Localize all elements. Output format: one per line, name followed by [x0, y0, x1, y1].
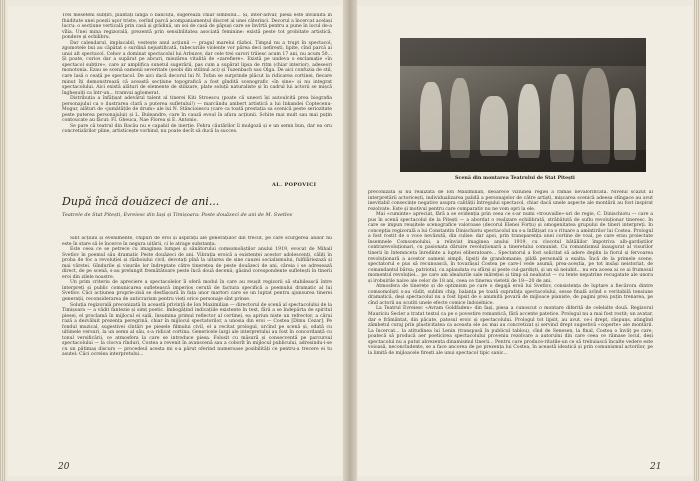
- paragraph: Sînt acțiuni și evenimente, chipuri de eroi și aspirații ale generațiilor din trecut, pe care scurgerea anilor nu este în stare să le încerce în negura uitării, ci le atrage substanța.: [62, 236, 332, 247]
- paragraph: Trei meseteni subțiri, plantați lângă o băncuță, sugerează chiar simbolul... Și, inter-advar, piesa este învăluită în fluiditate unei poezii uşor triste, cerînd parcă acompaniamentul discret al unei căterinci. Decorul a încercat același lucru: o secțiune verticală prin casă și grădină, un soi de casă de păpuși care se învîrtă pentru a pune în locul de-a vîlia. Unei mina regizorală, prezentă prin sensibilitatea asociată feminine: există peste tot probitate artistică, pondere și echilibru.: [62, 13, 332, 41]
- paragraph: preconizată și nu realizată de Ion Maximilian, deoarece viziunea regiei a rămas nevalorificată. Nivelul scăzut al interpretării actoricești, individualizarea palidă a personajelor de către artiști, mișcarea scenică adeesa stîngace au avut inevitabil consecințe negative asupra calității întregului spectacol, chiar dacă unele aspecte ale montării au fost inspirat rezolvate. Este și motivul pentru care comparativ nu ne vom opri la ele.: [368, 190, 653, 212]
- paragraph: Dar calendarul, implacabil, vestește anul acțiunii — pragul marelui război. Timpul nu a trupt în spectacol, zgomotele bui au căpătat o surdină nejustificată, tubecuriile violente vor părea deci nefirești, lipite, cînd parcă ai unui alt spectacol. Cehov a dominat spectacolul lui Arbuzov, dar cele trei surori trăiesc acum 17 ani, nu acum 50... Și poate, curios dar a supărat pe abcuri, miezărea vitalită de «zarefiere». Există pe undeva o exclamație «în spectacol subțire», care ar amplifica sunetul sugerării, pas cum a supărat lipsa de ritm (chiar interior), adeseori monotonia. Ezau se scenă oamenii severitate (șeobi din stilinul aci) și Tuzenbach sau Olga. De aici confuzia de stil, care lasă o ceață pe spectacol. De aici dacă decorul lui N. Tofan se surprinde plăcut la ridicarea cortinei, fiecare minut îți demonstrează că această secțiune topografică a fost gîndită scenografic «în sine» și nu integrat spectacolului. Aici există alături de elemente de stilizare, plate soluții naturaliste și în cadrul lui actorii se mișcă îngheșuiți ca într-un... tramvai aglomerat.: [62, 40, 332, 96]
- author-signature: AL. POPOVICI: [272, 182, 317, 188]
- right-text: [368, 190, 653, 456]
- left-bottom-text: [62, 236, 332, 456]
- stage-photo: [400, 38, 646, 172]
- right-page-edge: [694, 0, 700, 481]
- paragraph: Se pare că teatrul din Bacău nu e capabil de inerție. Febra căutărilor îi mulgoză și e un semn bun, dar ea oru concretizărilor pline, artisticește vorbind, nu poate decît să ducă la succes.: [62, 123, 332, 135]
- book-spine: [343, 0, 357, 481]
- paragraph: Un prim criteriu de apreciere a spectacolelor îl oferă modul în care au reușit regizorii să stabilească între interpreți și public comunicarea sufletească imperios cerută de factura specifică a poemului dramatic al lui Svetlov. Căci acțiunea proprie-zisă se desfășoară în fața unor martori care se un luptat pentru ajunsurea tinerei generații, reconsiderarea de anticrarism pentru vieți orice personaje sînt prinse.: [62, 280, 332, 303]
- left-page-edge: [0, 0, 6, 481]
- page-number-right: 21: [650, 462, 662, 472]
- paragraph: La Teatrul Evreiesc «Avram Goldfaden» din Iași, piesa a cunoscut o montare diferită de celelalte două. Regizorul Mauriciu Secler a tratat textul ca pe o povestire romantică, fără accente patetice. Prologul nu a mai fost rostit; un avatar, dar e frământat, din păcate, patosul eroic și spectacolului. Prologul tot lipsit, au avut, ce-i drept, răspuns, atingînd zâmbetul curaj prin plasticitatea ca aceasta ele au mai au concretizat și servind drept sugestivă «coperte» ale montării. La încercat... la atitudinea lui Lenin (transpusă în publicul tablou), cînd de Senesen, la final, Costea o învăț pe care, poatecă să producă aer poeticirea spectacolului proveniu rezolvare a autorului din care ceea ce rămase locul, deși spectacolul nu a putut abrezenta dinamismul tinerii... Pentru care produce-ritatile-un ce să trebuiască încalte vedere este voioasă, neconcludente, se a face ancorea de pe prezența lui Costea, în această ideatică și prin comunismul actorilor, pe la limită de mijloacele firești ale unui spectacol tipic sanic...: [368, 306, 653, 356]
- paragraph: Este ceea ce se petrece cu imaginea lumpei și sănătorului comsomoliștilor anului 1919, evocat de Mihail Svetlov în poemul său dramatic Peste douăzeci de ani. Vibrația eroică a existenței acestor adolescenți, căliți în proba de foc a revoluției și războiului civil, devotați pînă la uitarea de sine cauzei socialismului, fulfilăriezază și mai vârstei. Gîndurile și visurile lor îndreptate către tinerețea de peste douăzeci de ani, căreia i se adresează direct, de pe scenă, s-au prelungit fremătătoare peste încă două decenii, găsind corespondente sufletești în tinerii eroi din zilele noastre.: [62, 247, 332, 280]
- page-number-left: 20: [58, 462, 70, 472]
- paragraph: Mai «cuminte» apreciat, fără a se evidenția prin ceea ce s-ar numi «trouvaille»-uri de regie, C. Dinischiotu — care a pus în scenă spectacolul de la Pitești — a abordat o realizare echilibrată, străbătută de suflu revoluționar tineresc. In care se impun reușitele scenografice valoroase (decorul Elenei Forțu) și omogenitatea grupului de tineri interpreți. In concepția regizorală a lui Constantin Dinischiotu spectacolul nu s-a înfățișat ca o rituare a amintirilor lui Costea. Prologul a fost rostit de o voce nevăzută, din culise: dar apoi, prin transparența unei cortine de voal, pe care erau proiectate însemnele Comsomolului, a reînviat imaginea anului 1919, cu clocotul bătăliilor împotriva alb-gardiștilor contrarevoluționari, cu pasionata dăruire revoluționară a tineretului comunist. Cu romantismul inaugurat al visurilor tinerii în întemnceta înredinte a luptei eliberatoare... Spectatorul a fost solicitat să adere deplin la fiorul și fervoarea revoluționară a acestor oameni simpli, lipsiți de grandomanie, pildă personală a exalta. Încă de la primele scene, spectatorul e pus să recunoască, în tovarășul Costea pe care-l vede asumă, prea-aceștia, pe tot insăși neistoriat, de comandantul bârsa; patriotul, cu aplaudata cu sfârși și peste cul-gardiști, și un să neiubit... nu era aceea ai ce ai frumosul momentul revoluției... pe care am idealurile sale măreției și timp să neabatut — cu tente nepatrine recugatate ale unora și irobuirile naive ale celor de 18 ani, ceea ce tinerea vietetii de 18—20 de ani.: [368, 212, 653, 284]
- left-top-text: [62, 13, 332, 185]
- article-subheading: Teatrele de Stat Pitești, Evreiesc din Iași și Timișoara: Poste douăzeci de ani de M. Svetlov: [62, 212, 293, 218]
- paragraph: Atmosfera de tinerețe și de optimism pe care o degajă eroii lui Svetlov, consistența de luptare a fiecărora dintre comsomoliști s-au vădit, sublim chip, balanța pe toată suprafața spectacolului, sesse finală avînd o veritabilă tensiune dramatică, deși spectacolul nu a fost lipsit de o anumită povară de mijloace pianiste, de pagini prea puțin trenarea, pe cînd actorii au scutiti unele efecte comice îndoielnice.: [368, 284, 653, 306]
- paragraph: Soluția regizorală preconizată în această privință de Ion Maximilian — directorul de scenă al spectacolului de la Timișoara — a vădit fantezie și simț poetic. Imbogățind indicațiile existente în text, fără a se îndepărta de spiritul piesei, el proclamă în mijlocul ei sală, însumina primul reflector al cortinei, ea apriun niste un refrector, a cărui rază a dezvăluit prezența peregrină, chiar în mijlocul spectatorilor, a unosia din eroi — Costea [Dimu Cezar]. Pe fondul muzical, sugestivei cîntări pe piesele filmului civil, el a recitat prologul, urcînd pe scenă și, odată cu ultimele versuri, la un semn al său, s-a ridicat cortina. Genericele largi ale interpretului au fost în concordanță cu tonul versificării, ce atmosfera la care se introduce piesa. Folosit cu măsură și consecventă pe parcursul spectacolului — la clocva rînduri, Costea a revenit în avanscenă sau a coborît în mijlocul publicului, adresindu-i-se cu un pătimaș discurs — procedeul acesta mi s-a părut oferind numeroase posibilități ce pentru-a trecere ei tu asutel: Căci ocrelea interpretului...: [62, 302, 332, 358]
- photo-caption: Scenă din montarea Teatrului de Stat Pitești: [455, 175, 575, 181]
- paragraph: Distribuția a înfățișat adevărul talent al tinerei Kiti Stroescu (poate că uneori își autoulcită prea biografia personajului ca o ilustrarea clară a puterea sufletului!) — marcându ambert artistică a lui Inkandei Coptecenu-Mogur, alături de «jumătățile de drum» ale lui N. Stăncioiescu (care ca toată prestația sa scenică peste seriozitate peste puterea personajului) și L. Buleandre, care în cauză evoul în afara acțiunii. Schite mai mult sau mai puțin contoucate au făcut: Fl. Gheuca, Nae Florea și E. Antonio.: [62, 96, 332, 124]
- article-heading: După încă douăzeci de ani...: [62, 195, 220, 208]
